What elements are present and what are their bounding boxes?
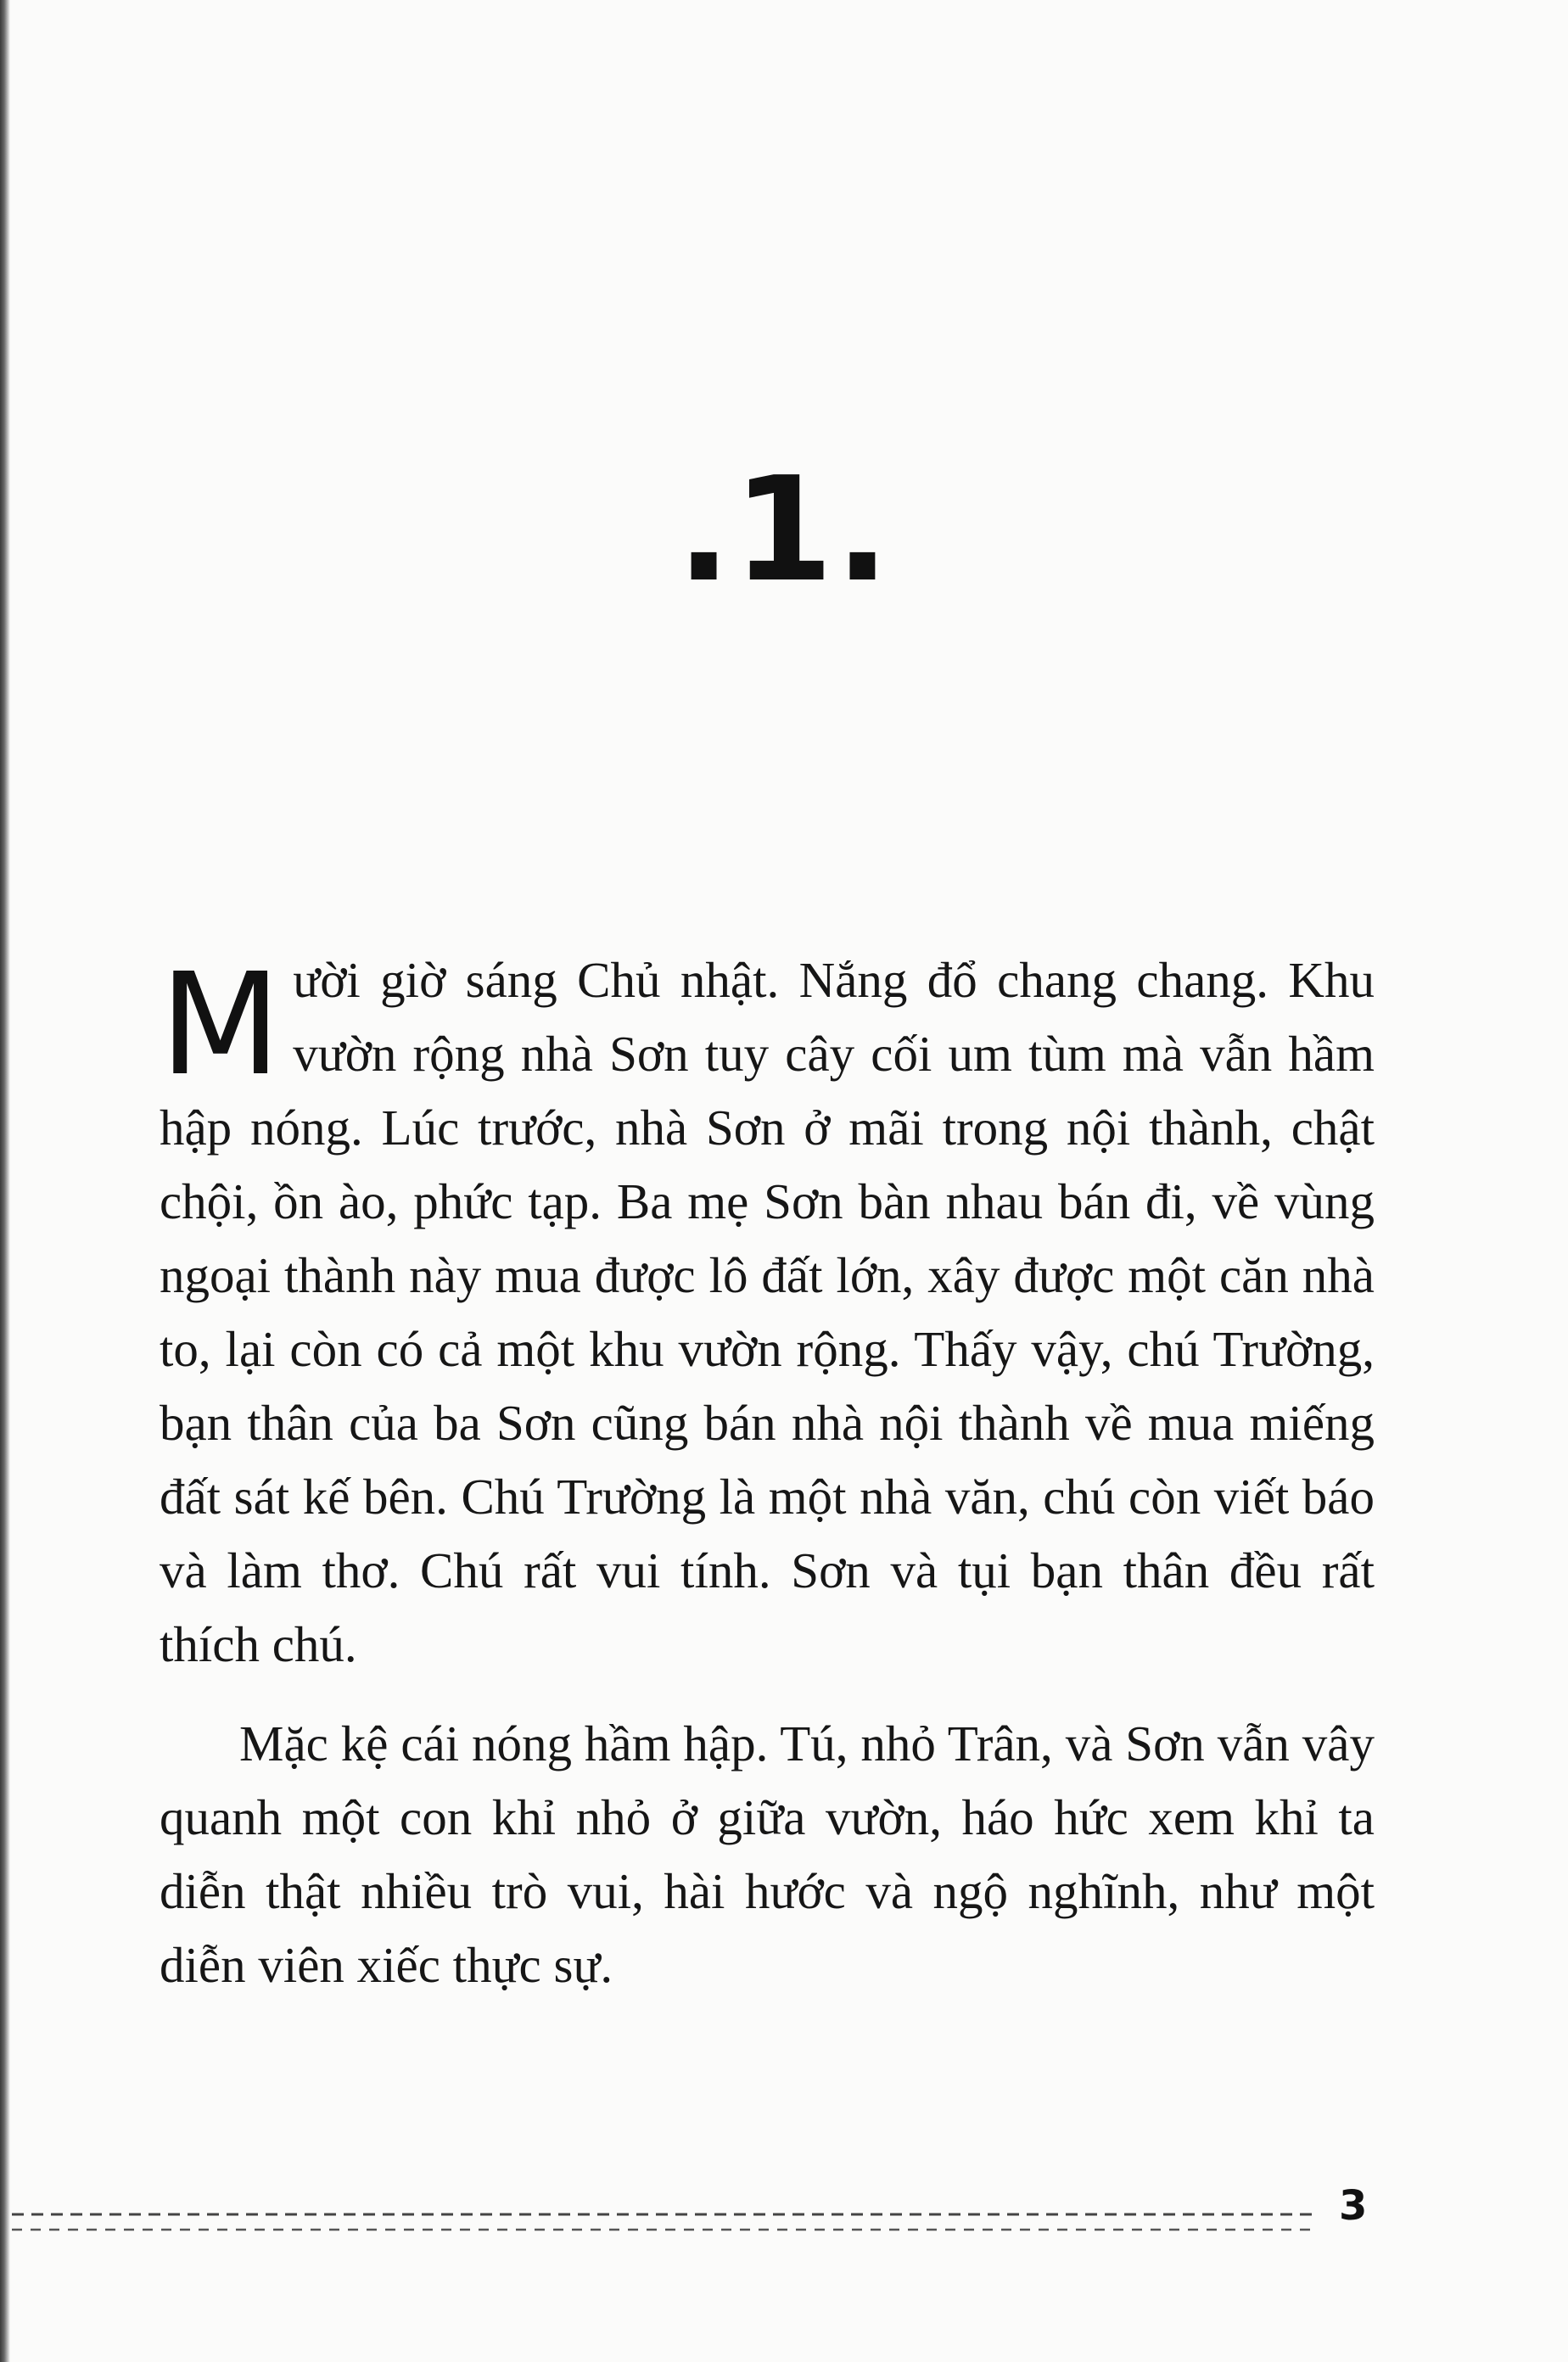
paragraph-2: Mặc kệ cái nóng hầm hập. Tú, nhỏ Trân, và Sơn vẫn vây quanh một con khỉ nhỏ ở giữa vườn, háo hức xem khỉ ta diễn thật nhiều trò vui, hài hước và ngộ nghĩnh, như một diễn viên xiếc thực sự. — [160, 1716, 1375, 1993]
chapter-number: .1. — [676, 446, 892, 614]
page-number: 3 — [1339, 2182, 1368, 2230]
drop-cap: M — [160, 943, 282, 1107]
footer-dotted-rule — [12, 2206, 1319, 2240]
body-text — [160, 943, 1375, 2002]
page-binding-edge — [0, 0, 10, 2362]
paragraph-1-text: ười giờ sáng Chủ nhật. Nắng đổ chang chang. Khu vườn rộng nhà Sơn tuy cây cối um tùm mà vẫn hầm hập nóng. Lúc trước, nhà Sơn ở mãi trong nội thành, chật chội, ồn ào, phức tạp. Ba mẹ Sơn bàn nhau bán đi, về vùng ngoại thành này mua được lô đất lớn, xây được một căn nhà to, lại còn có cả một khu vườn rộng. Thấy vậy, chú Trường, bạn thân của ba Sơn cũng bán nhà nội thành về mua miếng đất sát kế bên. Chú Trường là một nhà văn, chú còn viết báo và làm thơ. Chú rất vui tính. Sơn và tụi bạn thân đều rất thích chú. — [160, 952, 1375, 1672]
paragraph-1 — [160, 943, 1375, 1682]
